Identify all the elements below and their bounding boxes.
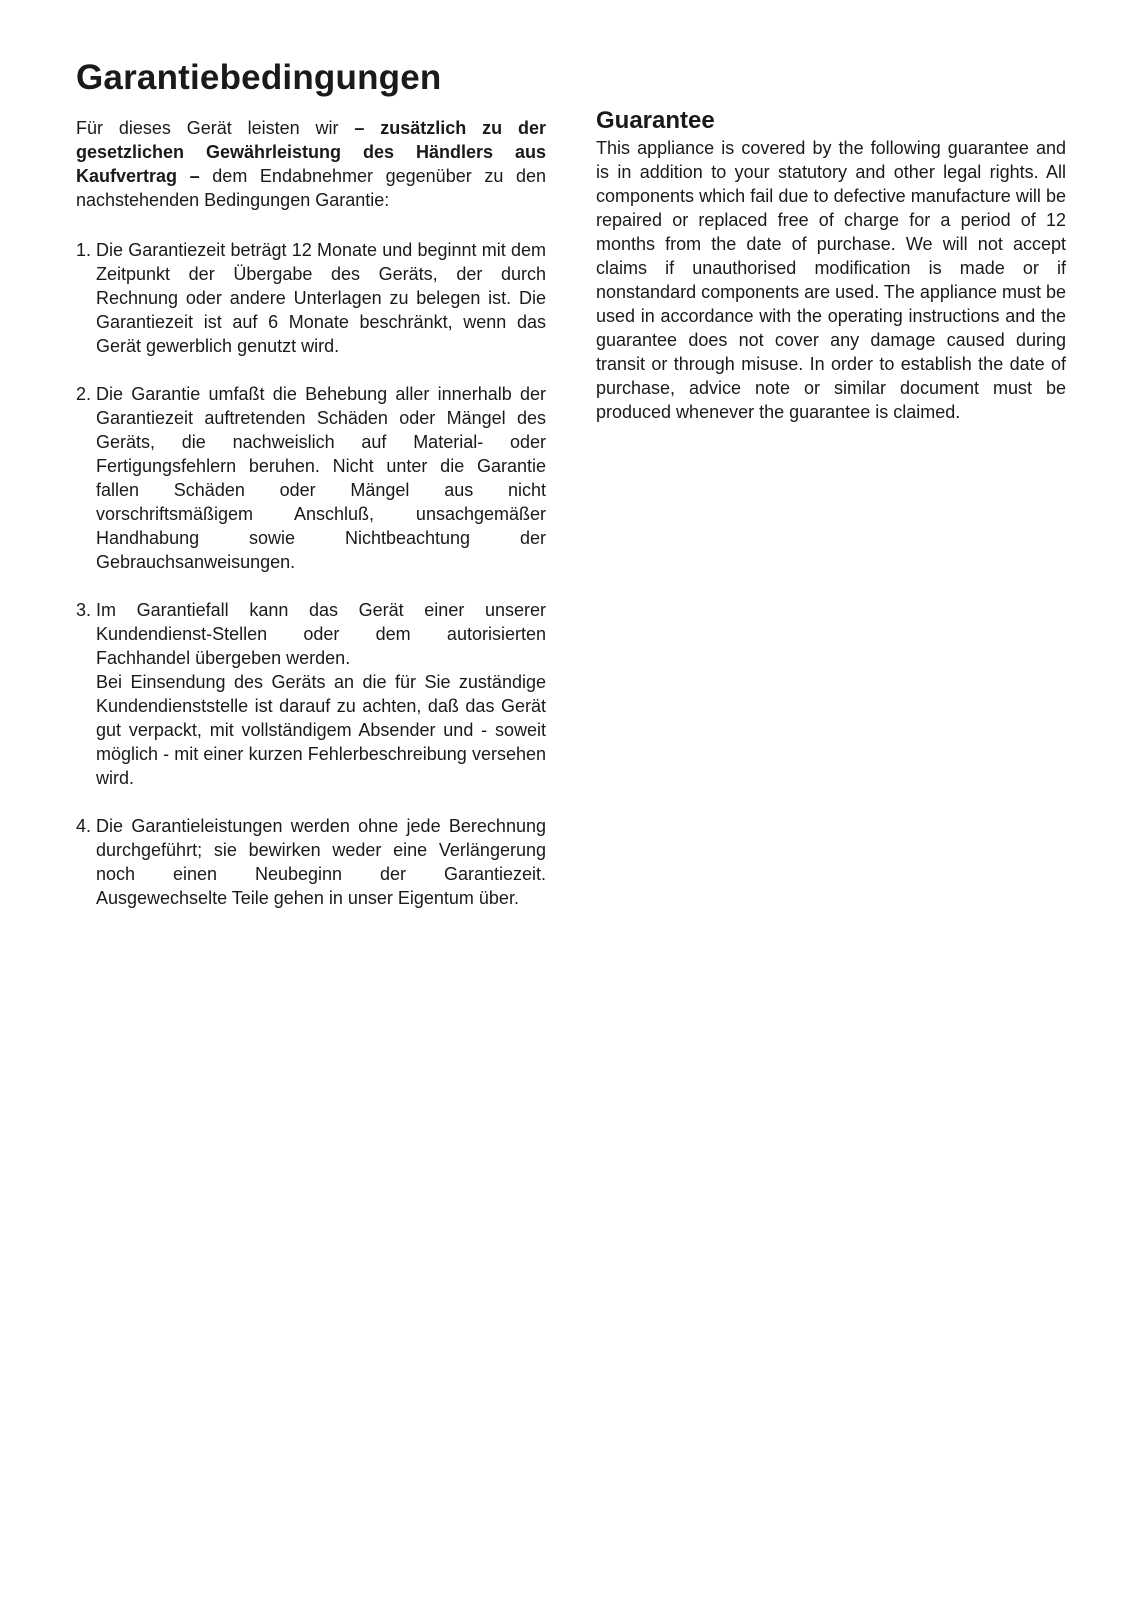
item-number: 1. <box>76 240 92 260</box>
item-text-continued: Bei Einsendung des Geräts an die für Sie zuständige Kundendienststelle ist darauf zu achten, daß das Gerät gut verpackt, mit vollständigem Absender und - soweit möglich - mit einer kurzen Fehlerbeschreibung versehen wird. <box>96 672 546 788</box>
intro-paragraph <box>76 116 546 212</box>
english-section <box>596 106 1066 424</box>
item-text: Die Garantieleistungen werden ohne jede Berechnung durchgeführt; sie bewirken weder eine Verlängerung noch einen Neubeginn der Garantiezeit. Ausgewechselte Teile gehen in unser Eigentum über. <box>96 816 546 908</box>
list-item <box>76 598 546 790</box>
conditions-list <box>76 238 546 910</box>
item-number: 3. <box>76 600 92 620</box>
list-item <box>76 382 546 574</box>
item-text: Im Garantiefall kann das Gerät einer unserer Kundendienst-Stellen oder dem autorisierten Fachhandel übergeben werden. <box>96 600 546 668</box>
item-number: 2. <box>76 384 92 404</box>
intro-end: dem Endabnehmer gegenüber zu den nachstehenden Bedingungen Garantie: <box>76 166 546 210</box>
german-section <box>76 56 546 934</box>
guarantee-body: This appliance is covered by the following guarantee and is in addition to your statutory and other legal rights. All components which fail due to defective manufacture will be repaired or replaced free of charge for a period of 12 months from the date of purchase. We will not accept claims if unauthorised modification is made or if nonstandard components are used. The appliance must be used in accordance with the operating instructions and the guarantee does not cover any damage caused during transit or through misuse. In order to establish the date of purchase, advice note or similar document must be produced whenever the guarantee is claimed. <box>596 138 1066 422</box>
list-item <box>76 814 546 910</box>
guarantee-heading: Guarantee <box>596 107 715 134</box>
item-number: 4. <box>76 816 92 836</box>
item-text: Die Garantie umfaßt die Behebung aller innerhalb der Garantiezeit auftretenden Schäden oder Mängel des Geräts, die nachweislich auf Material- oder Fertigungsfehlern beruhen. Nicht unter die Garantie fallen Schäden oder Mängel aus nicht vorschriftsmäßigem Anschluß, unsachgemäßer Handhabung sowie Nichtbeachtung der Gebrauchsanweisungen. <box>96 384 546 572</box>
page-title: Garantiebedingungen <box>76 58 442 97</box>
list-item <box>76 238 546 358</box>
intro-bold: – zusätzlich zu der gesetzlichen Gewährleistung des Händlers aus Kaufvertrag – <box>76 118 546 186</box>
item-text: Die Garantiezeit beträgt 12 Monate und beginnt mit dem Zeitpunkt der Übergabe des Geräts, der durch Rechnung oder andere Unterlagen zu belegen ist. Die Garantiezeit ist auf 6 Monate beschränkt, wenn das Gerät gewerblich genutzt wird. <box>96 240 546 356</box>
intro-start: Für dieses Gerät leisten wir <box>76 118 355 138</box>
